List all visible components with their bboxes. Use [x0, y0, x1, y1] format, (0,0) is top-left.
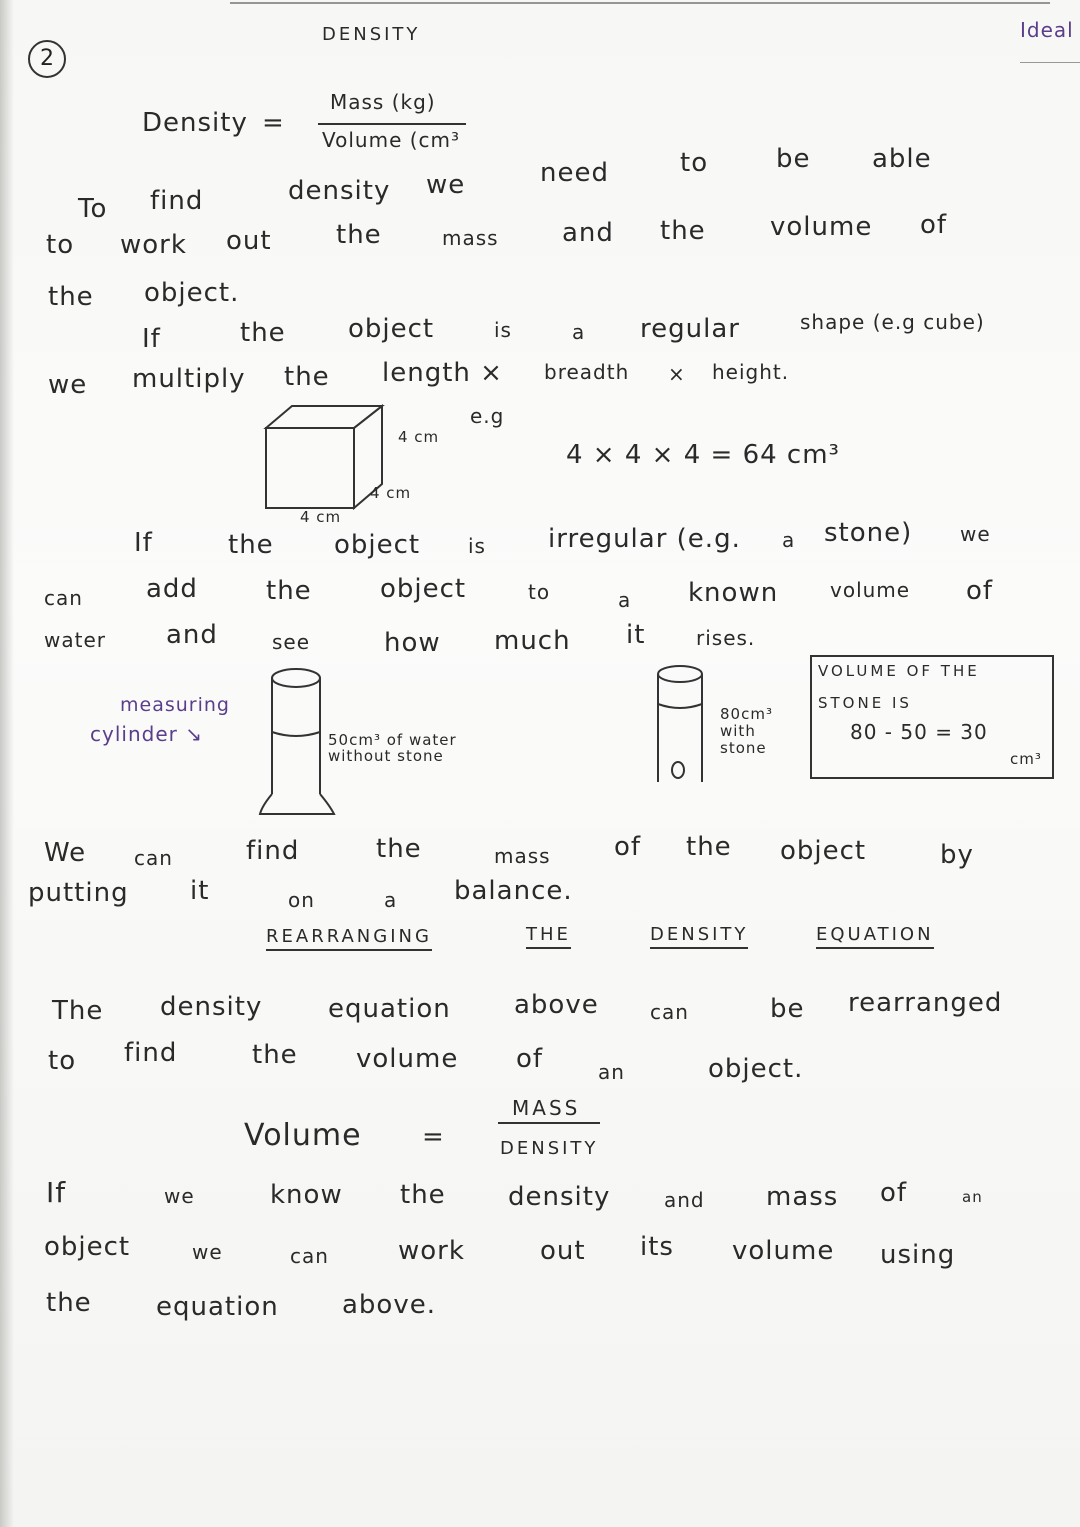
word: we: [192, 1240, 223, 1264]
cylinder-label-line1: measuring: [120, 694, 230, 716]
word: putting: [28, 878, 129, 908]
word: We: [44, 838, 87, 868]
cylinder-stone-drawing: [642, 660, 722, 790]
word: multiply: [132, 364, 246, 394]
word: volume: [732, 1236, 835, 1266]
word: water: [44, 628, 106, 652]
word: find: [124, 1038, 178, 1068]
cylinder-label-line2: cylinder ↘: [90, 722, 203, 746]
word: rises.: [696, 626, 756, 650]
eg-label: e.g: [470, 404, 505, 428]
word: breadth: [544, 360, 630, 384]
word: density: [508, 1182, 611, 1212]
word: The: [52, 996, 104, 1026]
word: equation: [328, 994, 451, 1024]
formula2-eq: =: [422, 1122, 445, 1152]
word: object.: [144, 278, 240, 308]
word: it: [190, 876, 210, 906]
word: to: [46, 230, 75, 260]
word: balance.: [454, 876, 573, 906]
word: above.: [342, 1290, 436, 1320]
word: to: [680, 148, 709, 178]
top-rule: [230, 2, 1050, 4]
formula2-denominator: DENSITY: [500, 1138, 599, 1159]
word: the: [284, 362, 330, 392]
formula-numerator: Mass (kg): [330, 90, 436, 114]
word: and: [664, 1188, 705, 1212]
word: an: [598, 1060, 625, 1084]
word: If: [134, 528, 153, 558]
word: we: [426, 170, 466, 200]
word: know: [270, 1180, 343, 1210]
cube-side-label: 4 cm: [398, 428, 440, 446]
word: the: [686, 832, 732, 862]
word: If: [46, 1176, 67, 1209]
word: volume: [770, 212, 873, 242]
corner-label: Ideal: [1020, 18, 1074, 42]
word: volume: [830, 578, 911, 602]
word: stone): [824, 518, 913, 548]
word: it: [626, 620, 646, 650]
word: find: [246, 836, 300, 866]
word: its: [640, 1232, 674, 1262]
word: the: [46, 1288, 92, 1318]
word: work: [120, 230, 187, 260]
page-shadow: [0, 0, 14, 1527]
word: object.: [708, 1054, 804, 1084]
word: of: [614, 832, 642, 862]
word: a: [572, 320, 586, 344]
word: to: [528, 580, 551, 604]
word: the: [228, 530, 274, 560]
word: is: [494, 318, 512, 342]
cube-bottom-label: 4 cm: [300, 508, 342, 526]
word: can: [44, 586, 83, 610]
word: irregular (e.g.: [548, 524, 741, 554]
word: known: [688, 578, 779, 608]
heading-equation: EQUATION: [816, 924, 934, 949]
formula-denominator: Volume (cm³: [322, 128, 461, 152]
word: and: [166, 620, 218, 650]
word: out: [540, 1236, 586, 1266]
word: length ×: [382, 358, 503, 388]
heading-rearranging: REARRANGING: [266, 926, 432, 951]
page-number: 2: [28, 40, 66, 78]
box-calculation: 80 - 50 = 30: [850, 720, 988, 744]
word: how: [384, 628, 441, 658]
word: to: [48, 1046, 77, 1076]
word: the: [48, 282, 94, 312]
word: need: [540, 158, 609, 188]
word: If: [142, 324, 161, 354]
word: on: [288, 888, 315, 912]
word: and: [562, 218, 614, 248]
word: mass: [442, 226, 499, 250]
word: the: [376, 834, 422, 864]
word: To: [78, 194, 108, 224]
word: of: [966, 576, 994, 606]
word: can: [290, 1244, 329, 1268]
page-title: DENSITY: [322, 24, 421, 45]
word: the: [336, 220, 382, 250]
word: work: [398, 1236, 465, 1266]
word: shape (e.g cube): [800, 310, 985, 334]
word: is: [468, 534, 486, 558]
word: can: [650, 1000, 689, 1024]
word: out: [226, 226, 272, 256]
word: object: [348, 314, 435, 344]
word: mass: [494, 844, 551, 868]
word: of: [920, 210, 948, 240]
word: be: [776, 144, 811, 174]
word: by: [940, 840, 974, 870]
word: the: [266, 576, 312, 606]
formula2-fraction-bar: [498, 1122, 600, 1124]
word: be: [770, 994, 805, 1024]
word: object: [380, 574, 467, 604]
cube-depth-label: 4 cm: [370, 484, 412, 502]
box-unit: cm³: [1010, 750, 1042, 768]
word: the: [252, 1040, 298, 1070]
word: a: [782, 528, 796, 552]
formula-lhs: Density: [142, 108, 248, 138]
box-line2: STONE IS: [818, 694, 912, 712]
word: rearranged: [848, 988, 1003, 1018]
corner-rule: [1020, 62, 1080, 63]
cube-diagram: [258, 400, 398, 520]
word: volume: [356, 1044, 459, 1074]
word: we: [48, 370, 88, 400]
formula2-lhs: Volume: [244, 1118, 362, 1153]
word: object: [334, 530, 421, 560]
word: we: [960, 522, 991, 546]
word: a: [384, 888, 398, 912]
word: find: [150, 186, 204, 216]
word: mass: [766, 1182, 839, 1212]
word: of: [880, 1178, 908, 1208]
cylinder-empty-drawing: [258, 664, 338, 824]
word: able: [872, 144, 932, 174]
word: regular: [640, 314, 740, 344]
word: object: [44, 1232, 131, 1262]
word: can: [134, 846, 173, 870]
water-label: 50cm³ of water without stone: [328, 731, 457, 765]
word: using: [880, 1240, 956, 1270]
word: add: [146, 574, 198, 604]
word: much: [494, 626, 571, 656]
word: see: [272, 630, 311, 654]
heading-density: DENSITY: [650, 924, 748, 949]
word: density: [288, 176, 391, 206]
word: the: [240, 318, 286, 348]
word: the: [660, 216, 706, 246]
word: above: [514, 990, 599, 1020]
formula-fraction-bar: [318, 123, 466, 125]
formula2-numerator: MASS: [512, 1096, 581, 1120]
word: an: [962, 1188, 983, 1206]
word: equation: [156, 1292, 279, 1322]
word: object: [780, 836, 867, 866]
word: density: [160, 992, 263, 1022]
box-line1: VOLUME OF THE: [818, 662, 980, 680]
formula-eq: =: [262, 108, 285, 138]
word: of: [516, 1044, 544, 1074]
heading-the: THE: [526, 924, 571, 949]
stone-label: 80cm³ with stone: [720, 705, 773, 757]
word: ×: [668, 362, 686, 386]
word: we: [164, 1184, 195, 1208]
word: a: [618, 588, 632, 612]
word: the: [400, 1180, 446, 1210]
cube-calculation: 4 × 4 × 4 = 64 cm³: [566, 440, 840, 470]
word: height.: [712, 360, 790, 384]
